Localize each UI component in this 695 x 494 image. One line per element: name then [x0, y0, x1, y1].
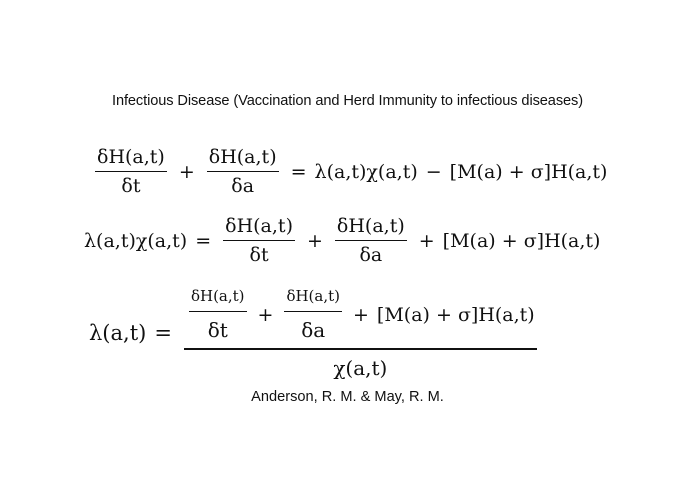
partial-H-partial-t-fraction — [223, 215, 295, 266]
fraction-denominator: δt — [207, 318, 228, 343]
partial-H-partial-t-fraction — [189, 287, 247, 342]
force-of-infection-term: λ(a,t)χ(a,t) — [84, 229, 188, 252]
fraction-numerator: δH(a,t) — [286, 287, 340, 305]
partial-H-partial-t-fraction — [95, 146, 167, 197]
partial-H-partial-a-fraction — [207, 146, 279, 197]
page-title: Infectious Disease (Vaccination and Herd Immunity to infectious diseases) — [111, 93, 583, 109]
plus-operator: + — [178, 160, 195, 183]
fraction-numerator: δH(a,t) — [97, 146, 165, 168]
fraction-numerator: δH(a,t) — [208, 146, 277, 168]
equals-operator: = — [154, 321, 172, 346]
fraction-numerator: δH(a,t) — [336, 215, 405, 237]
equation-1 — [91, 146, 607, 197]
partial-H-partial-a-fraction — [284, 287, 342, 342]
fraction-numerator: δH(a,t) — [190, 287, 245, 305]
fraction-denominator: δt — [249, 244, 269, 267]
fraction-denominator: χ(a,t) — [333, 355, 388, 380]
loss-term: [M(a) + σ]H(a,t) — [449, 160, 608, 183]
fraction-denominator: δa — [359, 244, 383, 267]
equation-3 — [89, 287, 541, 380]
fraction-numerator — [184, 287, 537, 348]
citation: Anderson, R. M. & May, R. M. — [251, 389, 444, 405]
lambda-term: λ(a,t) — [89, 321, 147, 346]
fraction-denominator: δa — [301, 318, 326, 343]
fraction-denominator: δa — [231, 175, 255, 198]
fraction-numerator: δH(a,t) — [225, 215, 293, 237]
equation-2 — [84, 215, 600, 266]
fraction-denominator: δt — [121, 175, 141, 198]
plus-operator: + — [306, 229, 323, 252]
equals-operator: = — [195, 229, 212, 252]
plus-operator: + — [353, 303, 369, 326]
equals-operator: = — [290, 160, 307, 183]
force-of-infection-term: λ(a,t)χ(a,t) — [314, 160, 418, 183]
loss-term: [M(a) + σ]H(a,t) — [442, 229, 601, 252]
loss-term: [M(a) + σ]H(a,t) — [376, 303, 535, 326]
minus-operator: − — [425, 160, 442, 183]
plus-operator: + — [257, 303, 274, 326]
lambda-solution-fraction — [184, 287, 537, 380]
plus-operator: + — [418, 229, 435, 252]
partial-H-partial-a-fraction — [335, 215, 407, 266]
